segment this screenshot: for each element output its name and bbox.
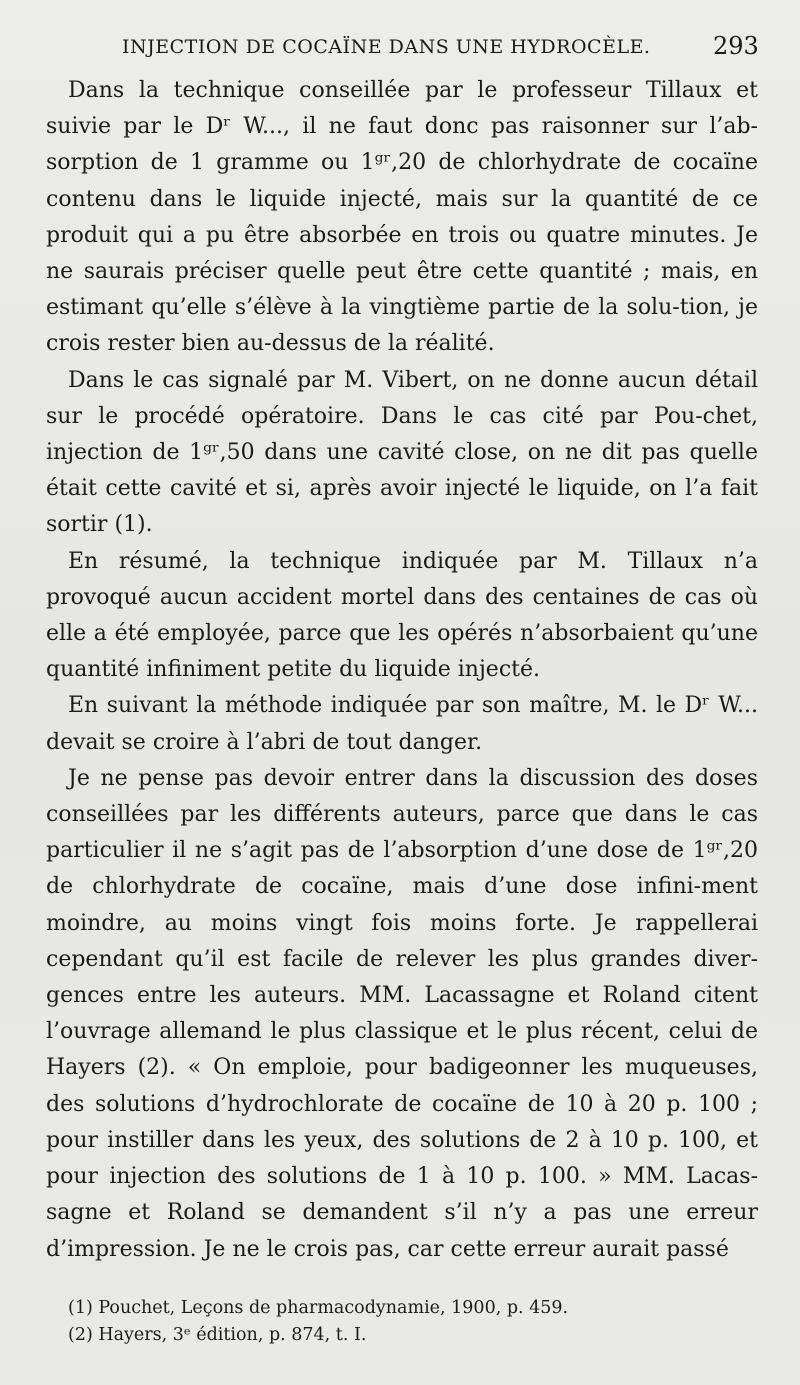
page-number: 293 [713, 32, 759, 60]
paragraph-technique: Dans la technique conseillée par le professeur Tillaux et suivie par le Dʳ W..., il ne faut donc pas raisonner sur l’ab-sorption de 1 gramme ou 1ᵍʳ,20 de chlorhydrate de cocaïne contenu dans le liquide injecté, mais sur la quantité de ce produit qui a pu être absorbée en trois ou quatre minutes. Je ne saurais préciser quelle peut être cette quantité ; mais, en estimant qu’elle s’élève à la vingtième partie de la solu-tion, je crois rester bien au-dessus de la réalité. [46, 78, 758, 357]
footnote-1: (1) Pouchet, Leçons de pharmacodynamie, 1900, p. 459. [68, 1298, 569, 1318]
paragraph-methode: En suivant la méthode indiquée par son maître, M. le Dʳ W... devait se croire à l’abri de tout danger. [46, 693, 758, 755]
body-text [46, 73, 758, 1268]
page-header [0, 28, 800, 68]
running-title: INJECTION DE COCAÏNE DANS UNE HYDROCÈLE. [122, 36, 651, 58]
footnotes [68, 1295, 758, 1349]
paragraph-resume: En résumé, la technique indiquée par M. Tillaux n’a provoqué aucun accident mortel dans des centaines de cas où elle a été employée, parce que les opérés n’absorbaient qu’une quantité infiniment petite du liquide injecté. [46, 548, 758, 683]
footnote-2: (2) Hayers, 3ᵉ édition, p. 874, t. I. [68, 1325, 367, 1345]
paragraph-doses: Je ne pense pas devoir entrer dans la discussion des doses conseillées par les différents auteurs, parce que dans le cas particulier il ne s’agit pas de l’absorption d’une dose de 1ᵍʳ,20 de chlorhydrate de cocaïne, mais d’une dose infini-ment moindre, au moins vingt fois moins forte. Je rappellerai cependant qu’il est facile de relever les plus grandes diver-gences entre les auteurs. MM. Lacassagne et Roland citent l’ouvrage allemand le plus classique et le plus récent, celui de Hayers (2). « On emploie, pour badigeonner les muqueuses, des solutions d’hydrochlorate de cocaïne de 10 à 20 p. 100 ; pour instiller dans les yeux, des solutions de 2 à 10 p. 100, et pour injection des solutions de 1 à 10 p. 100. » MM. Lacas-sagne et Roland se demandent s’il n’y a pas une erreur d’impression. Je ne le crois pas, car cette erreur aurait passé [46, 765, 758, 1262]
paragraph-vibert: Dans le cas signalé par M. Vibert, on ne donne aucun détail sur le procédé opératoire. Dans le cas cité par Pou-chet, injection de 1ᵍʳ,50 dans une cavité close, on ne dit pas quelle était cette cavité et si, après avoir injecté le liquide, on l’a fait sortir (1). [46, 367, 758, 538]
